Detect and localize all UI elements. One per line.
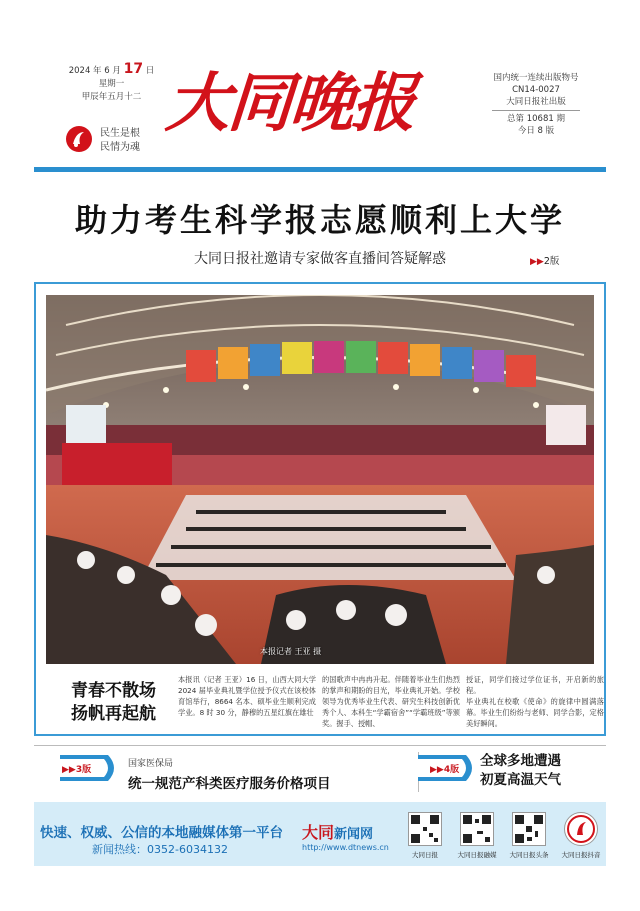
qr-label: 大同日报 bbox=[412, 851, 438, 859]
cn-number: CN14-0027 bbox=[512, 85, 560, 95]
arrow-right-icon: ▶▶ bbox=[430, 765, 444, 775]
paper-logo-icon bbox=[64, 124, 94, 154]
motto-line-2: 民情为魂 bbox=[100, 142, 140, 153]
photo-credit: 本报记者 王亚 摄 bbox=[260, 647, 322, 656]
date-day: 17 bbox=[123, 61, 144, 77]
news-left-page-ref-label: 3版 bbox=[75, 765, 92, 775]
graduation-ceremony-photo[interactable] bbox=[46, 295, 594, 664]
masthead-date bbox=[64, 63, 159, 104]
news-right-headline-line-1: 全球多地遭遇 bbox=[480, 753, 561, 769]
feature-title-line-2: 扬帆再起航 bbox=[71, 704, 156, 724]
date-suffix: 日 bbox=[145, 66, 155, 76]
info-divider bbox=[492, 110, 580, 111]
site-name-red: 大同 bbox=[302, 823, 335, 842]
masthead-rule bbox=[34, 167, 606, 172]
qr-label: 大同日报抖音 bbox=[561, 851, 601, 859]
news-right-page-ref-label: 4版 bbox=[443, 765, 460, 775]
article-column-2: 的国歌声中冉冉升起。伴随着毕业生们热烈的掌声和期盼的目光，毕业典礼开始。学校领导为优秀毕业生代表、研究生科技创新优秀个人、本科生“学霸宿舍”“学霸班级”等颁奖。握手、授帽、 bbox=[322, 675, 460, 728]
footer-url[interactable]: http://www.dtnews.cn bbox=[302, 843, 389, 852]
news-left-page-ref[interactable] bbox=[62, 762, 91, 775]
site-name-blue: 新闻网 bbox=[334, 827, 374, 842]
news-right-headline[interactable] bbox=[480, 752, 561, 790]
date-prefix: 2024 年 6 月 bbox=[68, 66, 121, 76]
footer-site-logo[interactable] bbox=[302, 820, 373, 843]
news-left-headline[interactable]: 统一规范产科类医疗服务价格项目 bbox=[128, 776, 331, 792]
qr-code-icon[interactable] bbox=[408, 812, 442, 846]
article-column-3: 授证，同学们接过学位证书，开启新的旅程。 毕业典礼在校歌《使命》的旋律中圆满落幕。毕业生们纷纷与老师、同学合影，定格美好瞬间。 bbox=[466, 675, 604, 728]
photo-illustration bbox=[46, 295, 594, 664]
paper-nameplate: 大同晚报 bbox=[163, 66, 417, 141]
pages-today: 今日 8 版 bbox=[517, 126, 555, 136]
headline-page-ref[interactable] bbox=[530, 253, 559, 267]
article-column-1: 本报讯（记者 王亚）16 日，山西大同大学 2024 届毕业典礼暨学位授予仪式在该校体育馆举行，8664 名本、硕毕业生顺利完成学业。8 时 30 分，静穆的五星红旗在雄壮 bbox=[178, 675, 316, 717]
feature-title-line-1: 青春不散场 bbox=[71, 681, 156, 701]
weekday: 星期一 bbox=[98, 79, 125, 89]
masthead-info bbox=[486, 72, 586, 137]
footer-slogan: 快速、权威、公信的本地融媒体第一平台 bbox=[40, 825, 283, 841]
arrow-right-icon: ▶▶ bbox=[530, 257, 544, 267]
arrow-right-icon: ▶▶ bbox=[62, 765, 76, 775]
qr-code-icon[interactable] bbox=[512, 812, 546, 846]
motto-line-1: 民生是根 bbox=[100, 128, 140, 139]
feature-title[interactable] bbox=[56, 680, 171, 726]
news-right-page-ref[interactable] bbox=[430, 762, 459, 775]
douyin-logo-icon[interactable] bbox=[564, 812, 598, 846]
news-right-headline-line-2: 初夏高温天气 bbox=[480, 772, 561, 788]
news-section-rule bbox=[34, 745, 606, 746]
masthead-motto bbox=[100, 127, 140, 155]
qr-label: 大同日报融媒 bbox=[457, 851, 497, 859]
headline-page-ref-label: 2版 bbox=[543, 256, 560, 267]
news-left-source: 国家医保局 bbox=[128, 759, 174, 769]
qr-label: 大同日报头条 bbox=[509, 851, 549, 859]
issue-total: 总第 10681 期 bbox=[507, 114, 565, 124]
lunar-date: 甲辰年五月十二 bbox=[81, 92, 142, 102]
main-subheadline: 大同日报社邀请专家做客直播间答疑解惑 bbox=[194, 251, 446, 267]
footer-hotline: 新闻热线：0352-6034132 bbox=[92, 843, 228, 856]
main-headline[interactable]: 助力考生科学报志愿顺利上大学 bbox=[74, 201, 565, 239]
qr-code-icon[interactable] bbox=[460, 812, 494, 846]
publisher: 大同日报社出版 bbox=[506, 97, 566, 107]
issn-label: 国内统一连续出版物号 bbox=[493, 73, 579, 83]
